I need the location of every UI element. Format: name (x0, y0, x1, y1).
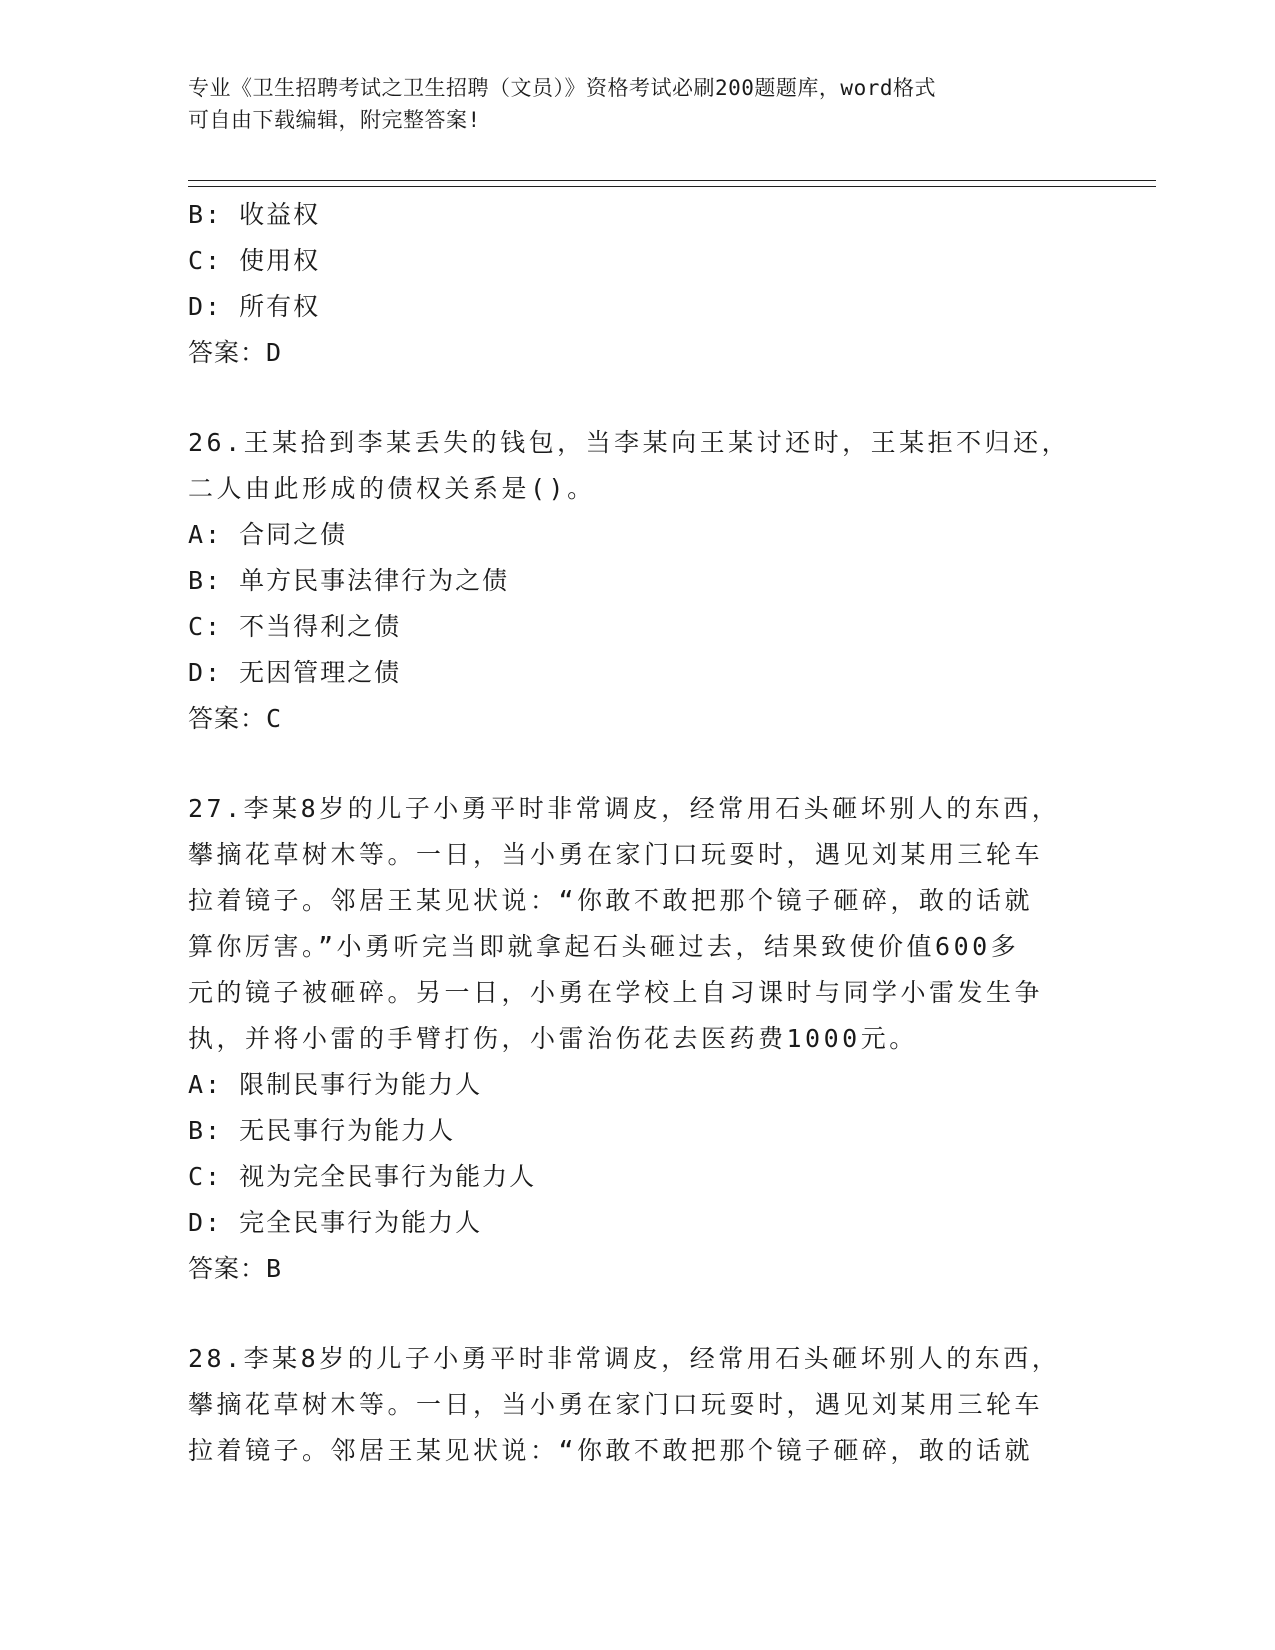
answer-line: 答案：B (188, 1254, 283, 1283)
stem-line: 算你厉害。”小勇听完当即就拿起石头砸过去，结果致使价值600多 (188, 932, 1020, 961)
option-c: C: 视为完全民事行为能力人 (188, 1162, 537, 1191)
option-d: D: 无因管理之债 (188, 658, 402, 687)
stem-line: 28.李某8岁的儿子小勇平时非常调皮，经常用石头砸坏别人的东西， (188, 1344, 1061, 1373)
option-b: B: 单方民事法律行为之债 (188, 566, 510, 595)
option-b: B: 无民事行为能力人 (188, 1116, 456, 1145)
spacer (188, 1292, 1088, 1336)
stem-line: 27.李某8岁的儿子小勇平时非常调皮，经常用石头砸坏别人的东西， (188, 794, 1061, 823)
document-body (188, 192, 1088, 1474)
header-line-2: 可自由下载编辑，附完整答案! (188, 108, 481, 132)
question-stem (188, 420, 1088, 512)
stem-line: 执，并将小雷的手臂打伤，小雷治伤花去医药费1000元。 (188, 1024, 918, 1053)
answer-line: 答案：D (188, 338, 283, 367)
stem-line: 拉着镜子。邻居王某见状说：“你敢不敢把那个镜子砸碎，敢的话就 (188, 886, 1034, 915)
option-c: C: 不当得利之债 (188, 612, 402, 641)
header-divider-bottom (188, 186, 1156, 187)
header-divider-top (188, 180, 1156, 181)
header-line-1: 专业《卫生招聘考试之卫生招聘（文员）》资格考试必刷200题题库，word格式 (188, 76, 936, 100)
option-a: A: 限制民事行为能力人 (188, 1070, 483, 1099)
option-d: D: 完全民事行为能力人 (188, 1208, 483, 1237)
stem-line: 二人由此形成的债权关系是()。 (188, 474, 596, 503)
stem-line: 元的镜子被砸碎。另一日，小勇在学校上自习课时与同学小雷发生争 (188, 978, 1044, 1007)
question-28 (188, 1336, 1088, 1474)
option-a: A: 合同之债 (188, 520, 348, 549)
stem-line: 拉着镜子。邻居王某见状说：“你敢不敢把那个镜子砸碎，敢的话就 (188, 1436, 1034, 1465)
option-c: C: 使用权 (188, 246, 321, 275)
question-25-tail (188, 192, 1088, 376)
question-stem (188, 1336, 1088, 1474)
stem-line: 攀摘花草树木等。一日，当小勇在家门口玩耍时，遇见刘某用三轮车 (188, 1390, 1044, 1419)
document-header (188, 72, 1088, 136)
option-b: B: 收益权 (188, 200, 321, 229)
stem-line: 攀摘花草树木等。一日，当小勇在家门口玩耍时，遇见刘某用三轮车 (188, 840, 1044, 869)
spacer (188, 742, 1088, 786)
stem-line: 26.王某拾到李某丢失的钱包，当李某向王某讨还时，王某拒不归还， (188, 428, 1071, 457)
question-stem (188, 786, 1088, 1062)
answer-line: 答案：C (188, 704, 283, 733)
question-26 (188, 420, 1088, 742)
question-27 (188, 786, 1088, 1292)
option-d: D: 所有权 (188, 292, 321, 321)
spacer (188, 376, 1088, 420)
